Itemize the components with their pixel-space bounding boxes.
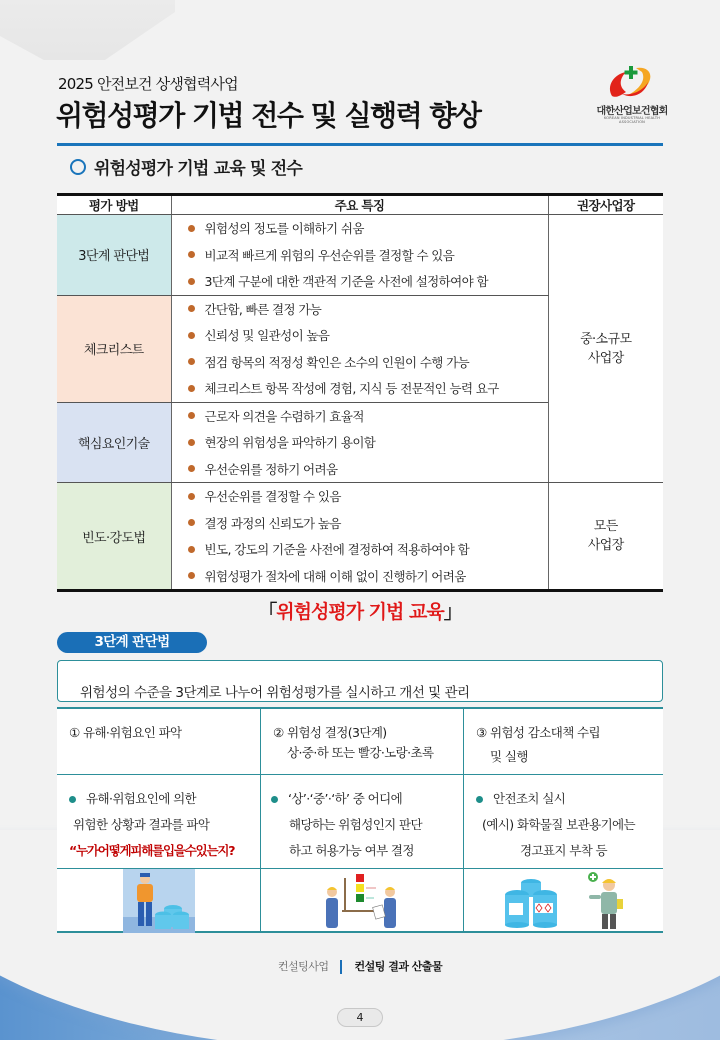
feature-item	[188, 242, 548, 269]
step-title: ③ 위험성 감소대책 수립	[476, 725, 601, 740]
worker-with-barrels-illustration	[123, 869, 195, 933]
feature-text: 위험성평가 절차에 대해 이해 없이 진행하기 어려움	[204, 568, 466, 584]
bullet-icon	[188, 465, 195, 472]
bullet-icon	[188, 546, 195, 553]
step-line: 해당하는 위험성인지 판단	[289, 817, 422, 832]
recommended-text: 모든	[593, 519, 618, 534]
footer-category: 컨설팅사업	[277, 960, 329, 973]
feature-text: 점검 항목의 적정성 확인은 소수의 인원이 수행 가능	[204, 354, 470, 370]
column-header: 평가 방법	[57, 195, 171, 215]
chemical-container-illustration	[503, 873, 559, 929]
feature-item	[188, 268, 548, 295]
steps-grid	[57, 707, 663, 933]
step-title: ① 유해·위험요인 파악	[69, 725, 182, 740]
step-line: 위험한 상황과 결과를 파악	[73, 817, 210, 832]
feature-item	[188, 322, 548, 349]
feature-text: 우선순위를 결정할 수 있음	[204, 489, 341, 505]
footer-separator	[340, 960, 342, 974]
description-text: 위험성의 수준을 3단계로 나누어 위험성평가를 실시하고 개선 및 관리	[80, 685, 470, 701]
document-subtitle: 2025 안전보건 상생협력사업	[58, 75, 238, 93]
bullet-icon	[188, 572, 195, 579]
method-pill-label: 3단계 판단법	[57, 632, 207, 653]
method-comparison-table	[57, 193, 663, 592]
step-line: 하고 허용가능 여부 결정	[289, 843, 414, 858]
bullet-icon	[188, 493, 195, 500]
circle-icon	[70, 159, 86, 175]
feature-item	[188, 483, 548, 510]
table-row	[57, 483, 663, 591]
feature-text: 우선순위를 정하기 어려움	[204, 461, 338, 477]
step-subtitle: 및 실행	[490, 749, 528, 764]
method-cell: 빈도·강도법	[57, 483, 171, 591]
step-heading	[57, 709, 260, 775]
step-bullet-text: 유해·위험요인에 의한	[86, 791, 197, 806]
footer-section: 컨설팅 결과 산출물	[354, 960, 443, 973]
feature-text: 결정 과정의 신뢰도가 높음	[204, 515, 341, 531]
footer	[0, 958, 720, 974]
logo-subtext: KOREAN INDUSTRIAL HEALTH ASSOCIATION	[603, 116, 661, 124]
bullet-icon	[188, 251, 195, 258]
bullet-icon	[271, 796, 278, 803]
feature-item	[188, 375, 548, 402]
feature-text: 근로자 의견을 수렴하기 효율적	[204, 408, 364, 424]
feature-text: 현장의 위험성을 파악하기 용이함	[204, 435, 376, 451]
feature-text: 3단계 구분에 대한 객관적 기준을 사전에 설정하여야 함	[204, 274, 488, 290]
feature-text: 신뢰성 및 일관성이 높음	[204, 328, 330, 344]
education-title	[0, 597, 720, 624]
step-line: (예시) 화학물질 보관용기에는	[482, 817, 636, 832]
bullet-icon	[188, 278, 195, 285]
column-header: 권장사업장	[548, 195, 663, 215]
step-title: ② 위험성 결정(3단계)	[273, 725, 387, 740]
step-description	[57, 775, 260, 869]
step-line: 경고표지 부착 등	[519, 843, 608, 858]
table-row	[57, 215, 663, 296]
section-heading	[70, 154, 302, 179]
workers-traffic-light-illustration	[322, 872, 402, 930]
step-illustration	[260, 869, 463, 933]
kiha-logo-icon	[592, 62, 672, 102]
feature-item	[188, 403, 548, 430]
recommended-text: 사업장	[587, 538, 624, 553]
step-bullet-text: ‘상’·‘중’·‘하’ 중 어디에	[288, 791, 403, 806]
step-description	[463, 775, 663, 869]
feature-item	[188, 429, 548, 456]
column-header: 주요 특징	[171, 195, 548, 215]
feature-item	[188, 563, 548, 590]
bullet-icon	[188, 225, 195, 232]
step-heading	[463, 709, 663, 775]
features-cell	[171, 402, 548, 483]
feature-text: 빈도, 강도의 기준을 사전에 결정하여 적용하여야 함	[204, 542, 470, 558]
feature-text: 위험성의 정도를 이해하기 쉬움	[204, 221, 364, 237]
feature-item	[188, 536, 548, 563]
description-box	[57, 660, 663, 702]
section-title: 위험성평가 기법 교육 및 전수	[94, 159, 302, 179]
method-cell: 3단계 판단법	[57, 215, 171, 296]
table-header-row	[57, 195, 663, 215]
step-illustration	[463, 869, 663, 933]
bullet-icon	[188, 519, 195, 526]
features-cell	[171, 483, 548, 591]
feature-text: 체크리스트 항목 작성에 경험, 지식 등 전문적인 능력 요구	[204, 381, 499, 397]
method-cell: 체크리스트	[57, 295, 171, 402]
feature-item	[188, 349, 548, 376]
highlight-question: “누가어떻게피해를입을수있는지?	[69, 843, 235, 858]
bullet-icon	[188, 412, 195, 419]
bullet-icon	[69, 796, 76, 803]
step-illustration	[57, 869, 260, 933]
feature-item	[188, 296, 548, 323]
feature-item	[188, 215, 548, 242]
step-description	[260, 775, 463, 869]
bullet-icon	[188, 385, 195, 392]
features-cell	[171, 295, 548, 402]
recommended-text: 중·소규모	[580, 331, 632, 347]
step-subtitle: 상·중·하 또는 빨강·노랑·초록	[287, 745, 434, 760]
step-heading	[260, 709, 463, 775]
logo-name: 대한산업보건협회	[596, 106, 668, 117]
recommended-cell	[548, 215, 663, 483]
page-title: 위험성평가 기법 전수 및 실행력 향상	[56, 99, 481, 132]
recommended-text: 사업장	[587, 350, 624, 366]
bullet-icon	[188, 439, 195, 446]
feature-item	[188, 510, 548, 537]
recommended-cell	[548, 483, 663, 591]
education-title-text: 위험성평가 기법 교육	[276, 601, 444, 623]
feature-text: 비교적 빠르게 위험의 우선순위를 결정할 수 있음	[204, 247, 455, 263]
bracket-close: 」	[443, 601, 462, 623]
organization-logo	[592, 62, 672, 132]
bullet-icon	[188, 305, 195, 312]
feature-item	[188, 456, 548, 483]
step-bullet-text: 안전조치 실시	[493, 791, 566, 806]
method-cell: 핵심요인기술	[57, 402, 171, 483]
bracket-open: 「	[258, 601, 277, 623]
features-cell	[171, 215, 548, 296]
safety-worker-illustration	[585, 871, 625, 931]
bullet-icon	[188, 332, 195, 339]
page-number: 4	[337, 1008, 383, 1027]
title-divider	[57, 143, 663, 146]
feature-text: 간단함, 빠른 결정 가능	[204, 301, 322, 317]
bullet-icon	[188, 358, 195, 365]
bullet-icon	[476, 796, 483, 803]
